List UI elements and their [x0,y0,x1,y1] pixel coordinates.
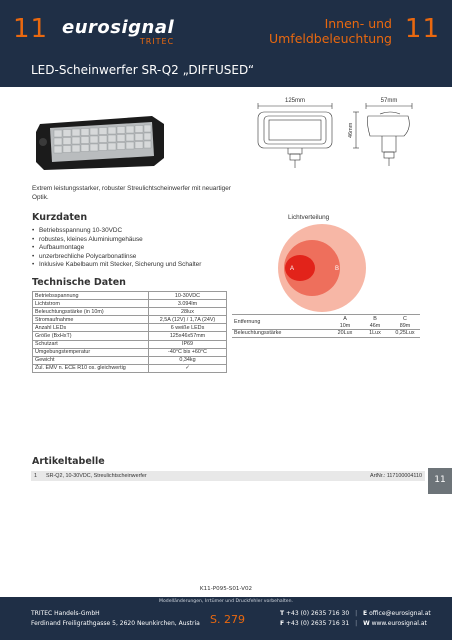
spec-table [32,291,227,373]
illuminance-value: 0,25Lux [390,330,420,338]
dim-height-label: 46mm [348,122,354,138]
product-intro: Extrem leistungsstarker, robuster Streulichtscheinwerfer mit neuartiger Optik. [32,185,231,201]
chapter-side-tab: 11 [428,468,452,494]
phone-label: T [280,610,285,617]
table-row [33,324,227,332]
page-header [0,0,452,87]
fax-number: +43 (0) 2635 716 31 [286,620,350,627]
illuminance-label: Beleuchtungsstärke [232,330,330,338]
feature-item: • robustes, kleines Aluminiumgehäuse [32,236,201,245]
illuminance-value: 20Lux [330,330,360,338]
distance-value: 10m [339,322,351,329]
page-footer [0,597,452,640]
table-row [33,348,227,356]
document-code: K11-P095-S01-V02 [199,586,253,592]
light-distribution-diagram [276,222,426,314]
table-row [33,356,227,364]
feature-item: • Aufbaumontage [32,244,201,253]
spec-key: Zul. EMV n. ECE R10 os. gleichwertig [33,364,149,372]
distance-value: 89m [399,322,411,329]
dim-depth-label: 57mm [380,98,398,104]
technische-daten-heading: Technische Daten [32,277,126,288]
chapter-number-left: 11 [13,14,49,44]
spec-value: 0,34kg [149,356,227,364]
spec-value: -40°C bis +60°C [149,348,227,356]
company-street: Ferdinand Freiligrathgasse 5, 2620 Neunkirchen, Austria [31,620,200,627]
spec-key: Schutzart [33,340,149,348]
spec-key: Gewicht [33,356,149,364]
spec-key: Betriebsspannung [33,292,149,300]
spec-key: Anzahl LEDs [33,324,149,332]
disclaimer: Modelländerungen, Irrtümer und Druckfehler vorbehalten. [159,599,293,604]
spec-value: ✓ [149,364,227,372]
table-row [33,340,227,348]
email-label: E [363,610,368,617]
feature-item: • unzerbrechliche Polycarbonatlinse [32,253,201,262]
artikeltabelle-heading: Artikeltabelle [32,456,105,467]
kurzdaten-heading: Kurzdaten [32,212,88,223]
zone-label-c: C [366,266,371,272]
distance-header: C [390,315,420,323]
dimension-drawing [244,92,424,180]
zone-label-a: A [290,266,295,272]
section-title-line2: Umfeldbeleuchtung [268,31,392,46]
spec-value: 2,5A (12V) / 1,7A (24V) [149,316,227,324]
zone-label-b: B [335,266,340,272]
fax-label: F [280,620,285,627]
spec-value: 28lux [149,308,227,316]
spec-key: Stromaufnahme [33,316,149,324]
product-photo [30,106,170,176]
company-name: TRITEC Handels-GmbH [31,610,100,617]
website-link[interactable]: www.eurosignal.at [371,620,427,627]
contact-info: T +43 (0) 2635 716 30 | E office@eurosignal.at F +43 (0) 2635 716 31 | W www.eurosignal.at [280,610,431,627]
section-title [269,16,392,46]
illuminance-value: 1Lux [360,330,390,338]
table-row [33,292,227,300]
section-title-line1: Innen- und [324,16,392,31]
page-number: S. 279 [210,613,245,626]
chapter-number-right: 11 [404,14,440,44]
distance-header: A [330,315,360,323]
spec-value: 10-30VDC [149,292,227,300]
logo-text: eurosignal [62,17,175,38]
spec-key: Größe (BxHxT) [33,332,149,340]
distance-header: B [360,315,390,323]
phone-number: +43 (0) 2635 716 30 [286,610,350,617]
table-row [33,308,227,316]
company-address [31,609,200,629]
table-row [232,315,420,323]
product-title: LED-Scheinwerfer SR-Q2 „DIFFUSED“ [31,63,255,77]
feature-item: • Inklusive Kabelbaum mit Stecker, Sicherung und Schalter [32,261,201,270]
article-row [31,471,425,481]
spec-key: Umgebungstemperatur [33,348,149,356]
dim-width-label: 125mm [284,98,306,104]
table-row [232,330,420,338]
spec-value: 3.094lm [149,300,227,308]
eurosignal-logo [62,17,174,46]
feature-list [32,227,201,270]
table-row [33,332,227,340]
spec-value: 125x46x57mm [149,332,227,340]
email-link[interactable]: office@eurosignal.at [369,610,431,617]
spec-key: Beleuchtungsstärke (in 10m) [33,308,149,316]
table-row [33,300,227,308]
distance-table [232,314,420,338]
spec-value: IP69 [149,340,227,348]
feature-item: • Betriebsspannung 10-30VDC [32,227,201,236]
distance-value: 46m [369,322,381,329]
lichtverteilung-title: Lichtverteilung [288,214,330,221]
table-row [33,364,227,372]
article-number-index: 1 [34,473,37,479]
article-description: SR-Q2, 10-30VDC, Streulichtscheinwerfer [46,473,147,479]
spec-key: Lichtstrom [33,300,149,308]
distance-label: Entfernung [232,315,330,330]
web-label: W [363,620,370,627]
article-artnr: ArtNr.: 117100004110 [370,473,422,479]
table-row [33,316,227,324]
spec-value: 6 weiße LEDs [149,324,227,332]
logo-subtext: TRITEC [139,37,175,46]
